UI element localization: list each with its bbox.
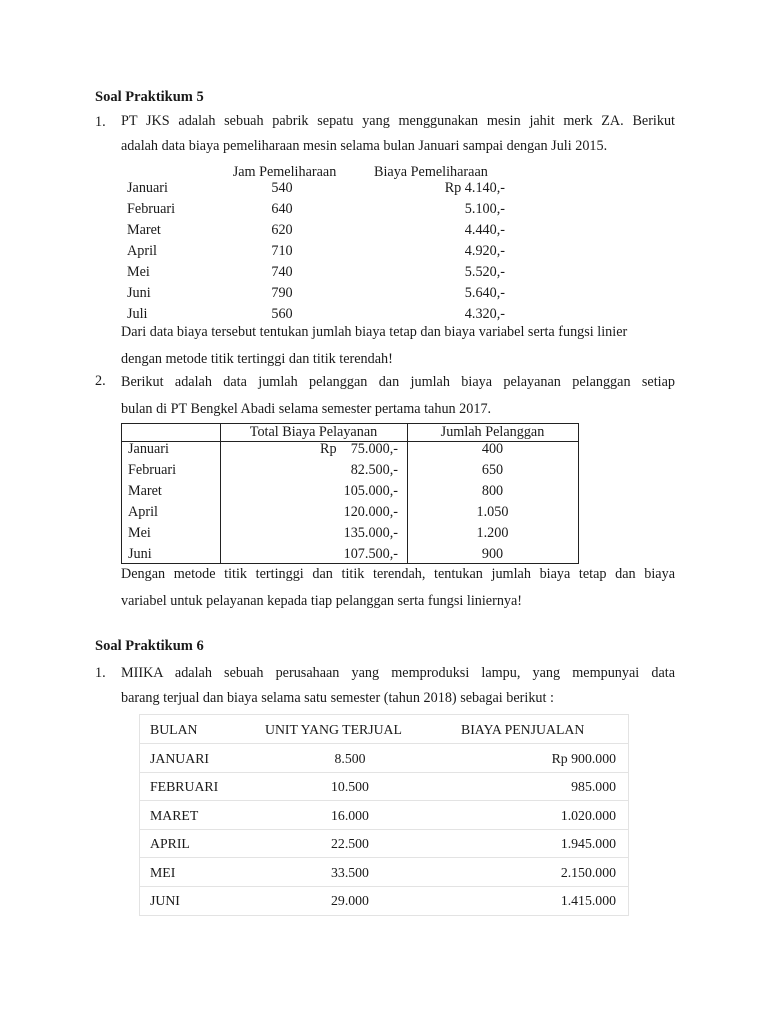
month-cell: MEI [150,865,176,880]
hours-cell: 640 [271,201,293,217]
column-header: BULAN [150,722,198,737]
cost-cell: 82.500,- [350,462,398,478]
question-line: Dengan metode titik tertinggi dan titik terendah, tentukan jumlah biaya tetap dan biaya [121,566,675,582]
table-row [127,264,647,285]
cost-cell: 5.100,- [464,201,505,217]
customers-cell: 800 [481,483,504,499]
column-header: Jumlah Pelanggan [440,424,545,440]
table-row [140,858,628,887]
cost-cell: Rp 4.140,- [444,180,505,196]
units-cell: 22.500 [331,836,369,851]
hours-cell: 620 [271,222,293,238]
units-cell: 33.500 [331,865,369,880]
units-cell: 10.500 [331,779,369,794]
question-number: 1. [95,665,106,681]
month-cell: Februari [128,462,177,478]
question-instruction [121,561,675,615]
column-header: Biaya Pemeliharaan [374,164,488,180]
month-cell: Januari [128,441,169,457]
question-instruction [121,319,675,373]
column-header: UNIT YANG TERJUAL [265,722,402,737]
question-line: bulan di PT Bengkel Abadi selama semester pertama tahun 2017. [121,401,492,417]
cost-cell: 1.020.000 [560,808,616,823]
cost-cell: 5.640,- [464,285,505,301]
question-line: barang terjual dan biaya selama satu semester (tahun 2018) sebagai berikut : [121,690,554,706]
customers-cell: 900 [481,546,504,562]
units-cell: 16.000 [331,808,369,823]
customers-cell: 1.050 [476,504,509,520]
units-cell: 29.000 [331,893,369,908]
table-row [140,772,628,801]
month-cell: Maret [127,222,161,238]
cost-cell: 105.000,- [343,483,398,499]
month-cell: Juni [128,546,152,562]
section-title-praktikum-6: Soal Praktikum 6 [95,638,204,654]
cost-cell: 75.000,- [350,441,398,457]
cost-cell: 120.000,- [343,504,398,520]
table-row [127,285,647,306]
customers-cell: 1.200 [476,525,509,541]
sales-table [139,714,629,916]
month-cell: Juli [127,306,148,322]
table-row [140,829,628,858]
customers-cell: 650 [481,462,504,478]
customers-cell: 400 [481,441,504,457]
column-header: Total Biaya Pelayanan [249,424,378,440]
month-cell: Januari [127,180,168,196]
month-cell: JANUARI [150,751,210,766]
month-cell: JUNI [150,893,180,908]
question-line: variabel untuk pelayanan kepada tiap pelanggan serta fungsi liniernya! [121,593,523,609]
cost-cell: 5.520,- [464,264,505,280]
cost-cell: 1.945.000 [560,836,616,851]
month-cell: April [127,243,157,259]
question-number: 1. [95,114,106,130]
hours-cell: 740 [271,264,293,280]
month-cell: Mei [128,525,151,541]
column-header: Jam Pemeliharaan [232,164,337,180]
hours-cell: 560 [271,306,293,322]
cost-cell: 4.920,- [464,243,505,259]
cost-cell: 4.320,- [464,306,505,322]
column-header: BIAYA PENJUALAN [461,722,585,737]
currency-cell: Rp [320,441,337,457]
hours-cell: 710 [271,243,293,259]
question-line: dengan metode titik tertinggi dan titik terendah! [121,351,393,367]
cost-cell: 985.000 [571,779,616,794]
table-row [127,222,647,243]
units-cell: 8.500 [334,751,366,766]
table-row [127,180,647,201]
month-cell: FEBRUARI [150,779,219,794]
table-header-row [140,715,628,744]
month-cell: APRIL [150,836,190,851]
table-row [140,801,628,830]
question-text [121,661,675,711]
question-line: Dari data biaya tersebut tentukan jumlah biaya tetap dan biaya variabel serta fungsi linier [121,324,628,340]
table-row [140,886,628,914]
service-cost-table [121,423,579,564]
question-line: PT JKS adalah sebuah pabrik sepatu yang menggunakan mesin jahit merk ZA. Berikut [121,113,675,129]
month-cell: MARET [150,808,199,823]
hours-cell: 790 [271,285,293,301]
month-cell: Februari [127,201,176,217]
question-text [121,369,675,423]
month-cell: April [128,504,158,520]
cost-cell: 107.500,- [343,546,398,562]
month-cell: Juni [127,285,151,301]
hours-cell: 540 [271,180,293,196]
question-number: 2. [95,373,106,389]
month-cell: Maret [128,483,162,499]
table-row [127,201,647,222]
cost-cell: 2.150.000 [560,865,616,880]
cost-cell: 4.440,- [464,222,505,238]
question-line: Berikut adalah data jumlah pelanggan dan jumlah biaya pelayanan pelanggan setiap [121,374,675,390]
cost-cell: Rp 900.000 [551,751,616,766]
table-row [140,744,628,773]
cost-cell: 135.000,- [343,525,398,541]
section-title-praktikum-5: Soal Praktikum 5 [95,89,204,105]
question-line: adalah data biaya pemeliharaan mesin selama bulan Januari sampai dengan Juli 2015. [121,138,608,154]
table-row [127,243,647,264]
column-divider [220,424,221,563]
question-line: MIIKA adalah sebuah perusahaan yang memproduksi lampu, yang mempunyai data [121,665,675,681]
month-cell: Mei [127,264,150,280]
cost-cell: 1.415.000 [560,893,616,908]
question-text [121,109,675,159]
